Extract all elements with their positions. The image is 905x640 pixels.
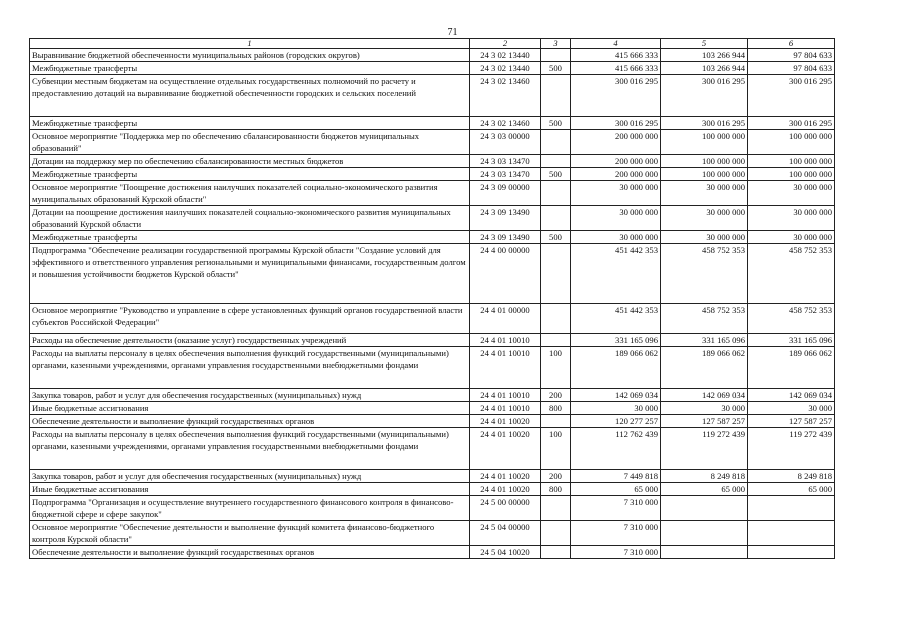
row-amount-2-cell: 458 752 353 [661, 304, 748, 334]
row-vr-cell: 500 [541, 168, 571, 181]
table-body [30, 49, 835, 559]
row-amount-1-cell: 200 000 000 [571, 168, 661, 181]
row-amount-2-cell: 30 000 [661, 402, 748, 415]
row-vr-cell [541, 546, 571, 559]
row-amount-3-cell: 127 587 257 [748, 415, 835, 428]
row-amount-3-cell [748, 521, 835, 546]
row-amount-3-cell: 30 000 000 [748, 231, 835, 244]
table-row [30, 231, 835, 244]
row-code-cell: 24 5 00 00000 [470, 496, 541, 521]
row-amount-1-cell: 451 442 353 [571, 244, 661, 304]
row-amount-3-cell: 97 804 633 [748, 49, 835, 62]
row-name-cell: Межбюджетные трансферты [30, 168, 470, 181]
row-code-cell: 24 4 01 00000 [470, 304, 541, 334]
header-col-2: 2 [470, 39, 541, 49]
row-code-cell: 24 3 02 13440 [470, 62, 541, 75]
row-amount-3-cell: 30 000 000 [748, 181, 835, 206]
row-code-cell: 24 3 09 00000 [470, 181, 541, 206]
row-vr-cell [541, 181, 571, 206]
row-amount-2-cell [661, 496, 748, 521]
page-number: 71 [447, 27, 458, 38]
row-amount-2-cell: 103 266 944 [661, 62, 748, 75]
row-amount-2-cell: 119 272 439 [661, 428, 748, 470]
row-vr-cell: 100 [541, 428, 571, 470]
row-amount-3-cell: 65 000 [748, 483, 835, 496]
row-amount-3-cell: 30 000 000 [748, 206, 835, 231]
table-row [30, 181, 835, 206]
row-amount-2-cell: 189 066 062 [661, 347, 748, 389]
row-vr-cell: 500 [541, 117, 571, 130]
row-amount-2-cell [661, 521, 748, 546]
row-name-cell: Закупка товаров, работ и услуг для обеспечения государственных (муниципальных) нужд [30, 389, 470, 402]
row-vr-cell [541, 244, 571, 304]
row-code-cell: 24 3 02 13460 [470, 117, 541, 130]
row-code-cell: 24 4 01 10020 [470, 470, 541, 483]
row-amount-2-cell: 300 016 295 [661, 117, 748, 130]
row-name-cell: Расходы на обеспечение деятельности (оказание услуг) государственных учреждений [30, 334, 470, 347]
row-vr-cell: 200 [541, 470, 571, 483]
row-amount-2-cell: 100 000 000 [661, 155, 748, 168]
row-amount-2-cell [661, 546, 748, 559]
row-amount-3-cell: 97 804 633 [748, 62, 835, 75]
table-row [30, 155, 835, 168]
row-amount-2-cell: 30 000 000 [661, 181, 748, 206]
row-amount-1-cell: 189 066 062 [571, 347, 661, 389]
table-row [30, 415, 835, 428]
row-name-cell: Межбюджетные трансферты [30, 231, 470, 244]
row-amount-2-cell: 65 000 [661, 483, 748, 496]
row-amount-2-cell: 458 752 353 [661, 244, 748, 304]
row-code-cell: 24 3 02 13460 [470, 75, 541, 117]
row-amount-1-cell: 7 449 818 [571, 470, 661, 483]
row-vr-cell [541, 75, 571, 117]
row-vr-cell [541, 415, 571, 428]
row-amount-1-cell: 112 762 439 [571, 428, 661, 470]
row-amount-3-cell: 100 000 000 [748, 130, 835, 155]
row-code-cell: 24 4 01 10010 [470, 402, 541, 415]
row-name-cell: Дотации на поддержку мер по обеспечению сбалансированности местных бюджетов [30, 155, 470, 168]
table-row [30, 521, 835, 546]
header-col-5: 5 [661, 39, 748, 49]
row-vr-cell [541, 496, 571, 521]
row-name-cell: Закупка товаров, работ и услуг для обеспечения государственных (муниципальных) нужд [30, 470, 470, 483]
row-vr-cell [541, 49, 571, 62]
row-amount-3-cell: 458 752 353 [748, 304, 835, 334]
table-row [30, 496, 835, 521]
row-name-cell: Иные бюджетные ассигнования [30, 483, 470, 496]
row-name-cell: Межбюджетные трансферты [30, 117, 470, 130]
row-amount-1-cell: 30 000 [571, 402, 661, 415]
table-row [30, 130, 835, 155]
header-col-6: 6 [748, 39, 835, 49]
row-amount-3-cell: 189 066 062 [748, 347, 835, 389]
row-amount-1-cell: 30 000 000 [571, 181, 661, 206]
table-row [30, 334, 835, 347]
row-name-cell: Обеспечение деятельности и выполнение функций государственных органов [30, 546, 470, 559]
table-row [30, 62, 835, 75]
row-name-cell: Выравнивание бюджетной обеспеченности муниципальных районов (городских округов) [30, 49, 470, 62]
table-row [30, 117, 835, 130]
row-name-cell: Основное мероприятие "Поощрение достижения наилучших показателей социально-экономического развития муниципальных образований Курской области" [30, 181, 470, 206]
row-amount-1-cell: 120 277 257 [571, 415, 661, 428]
row-amount-3-cell: 100 000 000 [748, 155, 835, 168]
row-name-cell: Подпрограмма "Обеспечение реализации государственной программы Курской области "Создание условий для эффективного и ответственного управления региональными и муниципальными финансами, государственным долгом и повышения устойчивости бюджетов Курской области" [30, 244, 470, 304]
row-name-cell: Основное мероприятие "Обеспечение деятельности и выполнение функций комитета финансово-бюджетного контроля Курской области" [30, 521, 470, 546]
row-amount-2-cell: 142 069 034 [661, 389, 748, 402]
row-vr-cell [541, 206, 571, 231]
row-amount-3-cell: 458 752 353 [748, 244, 835, 304]
row-code-cell: 24 3 03 13470 [470, 155, 541, 168]
row-amount-3-cell: 300 016 295 [748, 117, 835, 130]
row-amount-3-cell: 30 000 [748, 402, 835, 415]
header-col-4: 4 [571, 39, 661, 49]
row-amount-3-cell: 119 272 439 [748, 428, 835, 470]
row-amount-3-cell: 100 000 000 [748, 168, 835, 181]
row-code-cell: 24 4 01 10020 [470, 428, 541, 470]
header-col-1: 1 [30, 39, 470, 49]
row-name-cell: Расходы на выплаты персоналу в целях обеспечения выполнения функций государственными (муниципальными) органами, казенными учреждениями, органами управления государственными внебюджетными фондами [30, 347, 470, 389]
table-row [30, 347, 835, 389]
table-row [30, 168, 835, 181]
table-row [30, 546, 835, 559]
row-code-cell: 24 4 01 10010 [470, 334, 541, 347]
row-code-cell: 24 3 03 00000 [470, 130, 541, 155]
budget-table [29, 38, 835, 559]
row-amount-1-cell: 142 069 034 [571, 389, 661, 402]
row-amount-1-cell: 415 666 333 [571, 62, 661, 75]
row-amount-1-cell: 415 666 333 [571, 49, 661, 62]
row-vr-cell: 800 [541, 483, 571, 496]
row-amount-3-cell [748, 496, 835, 521]
table-row [30, 428, 835, 470]
table-row [30, 389, 835, 402]
header-col-3: 3 [541, 39, 571, 49]
table-row [30, 304, 835, 334]
row-amount-1-cell: 451 442 353 [571, 304, 661, 334]
row-vr-cell [541, 155, 571, 168]
row-amount-3-cell: 331 165 096 [748, 334, 835, 347]
row-amount-2-cell: 331 165 096 [661, 334, 748, 347]
table-row [30, 470, 835, 483]
row-name-cell: Основное мероприятие "Руководство и управление в сфере установленных функций органов государственной власти субъектов Российской Федерации" [30, 304, 470, 334]
row-vr-cell [541, 130, 571, 155]
row-amount-2-cell: 103 266 944 [661, 49, 748, 62]
row-amount-1-cell: 200 000 000 [571, 130, 661, 155]
row-vr-cell [541, 304, 571, 334]
row-amount-2-cell: 127 587 257 [661, 415, 748, 428]
row-code-cell: 24 5 04 10020 [470, 546, 541, 559]
row-amount-2-cell: 100 000 000 [661, 130, 748, 155]
row-amount-1-cell: 7 310 000 [571, 546, 661, 559]
row-name-cell: Основное мероприятие "Поддержка мер по обеспечению сбалансированности бюджетов муниципальных образований" [30, 130, 470, 155]
row-amount-1-cell: 7 310 000 [571, 496, 661, 521]
row-vr-cell [541, 521, 571, 546]
row-name-cell: Обеспечение деятельности и выполнение функций государственных органов [30, 415, 470, 428]
row-vr-cell: 100 [541, 347, 571, 389]
row-code-cell: 24 4 01 10020 [470, 415, 541, 428]
row-amount-1-cell: 300 016 295 [571, 117, 661, 130]
row-code-cell: 24 3 03 13470 [470, 168, 541, 181]
row-vr-cell: 500 [541, 231, 571, 244]
row-amount-3-cell: 300 016 295 [748, 75, 835, 117]
row-vr-cell: 800 [541, 402, 571, 415]
row-code-cell: 24 4 00 00000 [470, 244, 541, 304]
row-amount-2-cell: 30 000 000 [661, 206, 748, 231]
row-amount-3-cell [748, 546, 835, 559]
row-code-cell: 24 4 01 10010 [470, 347, 541, 389]
table-row [30, 483, 835, 496]
row-name-cell: Подпрограмма "Организация и осуществление внутреннего государственного финансового контроля в финансово-бюджетной сфере и сфере закупок" [30, 496, 470, 521]
row-code-cell: 24 3 02 13440 [470, 49, 541, 62]
row-amount-1-cell: 7 310 000 [571, 521, 661, 546]
row-amount-1-cell: 300 016 295 [571, 75, 661, 117]
row-name-cell: Дотации на поощрение достижения наилучших показателей социально-экономического развития муниципальных образований Курской области [30, 206, 470, 231]
row-vr-cell: 200 [541, 389, 571, 402]
row-name-cell: Субвенции местным бюджетам на осуществление отдельных государственных полномочий по расчету и предоставлению дотаций на выравнивание бюджетной обеспеченности городских и сельских поселений [30, 75, 470, 117]
row-name-cell: Расходы на выплаты персоналу в целях обеспечения выполнения функций государственными (муниципальными) органами, казенными учреждениями, органами управления государственными внебюджетными фондами [30, 428, 470, 470]
row-amount-1-cell: 331 165 096 [571, 334, 661, 347]
row-amount-3-cell: 142 069 034 [748, 389, 835, 402]
row-amount-1-cell: 65 000 [571, 483, 661, 496]
row-code-cell: 24 5 04 00000 [470, 521, 541, 546]
row-amount-1-cell: 200 000 000 [571, 155, 661, 168]
row-amount-2-cell: 300 016 295 [661, 75, 748, 117]
row-name-cell: Иные бюджетные ассигнования [30, 402, 470, 415]
row-code-cell: 24 4 01 10010 [470, 389, 541, 402]
header-row [30, 39, 835, 49]
row-code-cell: 24 3 09 13490 [470, 206, 541, 231]
row-amount-2-cell: 8 249 818 [661, 470, 748, 483]
row-name-cell: Межбюджетные трансферты [30, 62, 470, 75]
row-amount-3-cell: 8 249 818 [748, 470, 835, 483]
row-vr-cell [541, 334, 571, 347]
row-amount-1-cell: 30 000 000 [571, 231, 661, 244]
row-amount-2-cell: 30 000 000 [661, 231, 748, 244]
row-code-cell: 24 3 09 13490 [470, 231, 541, 244]
table-row [30, 244, 835, 304]
table-row [30, 49, 835, 62]
row-amount-1-cell: 30 000 000 [571, 206, 661, 231]
table-row [30, 206, 835, 231]
table-row [30, 402, 835, 415]
row-code-cell: 24 4 01 10020 [470, 483, 541, 496]
row-vr-cell: 500 [541, 62, 571, 75]
row-amount-2-cell: 100 000 000 [661, 168, 748, 181]
table-row [30, 75, 835, 117]
